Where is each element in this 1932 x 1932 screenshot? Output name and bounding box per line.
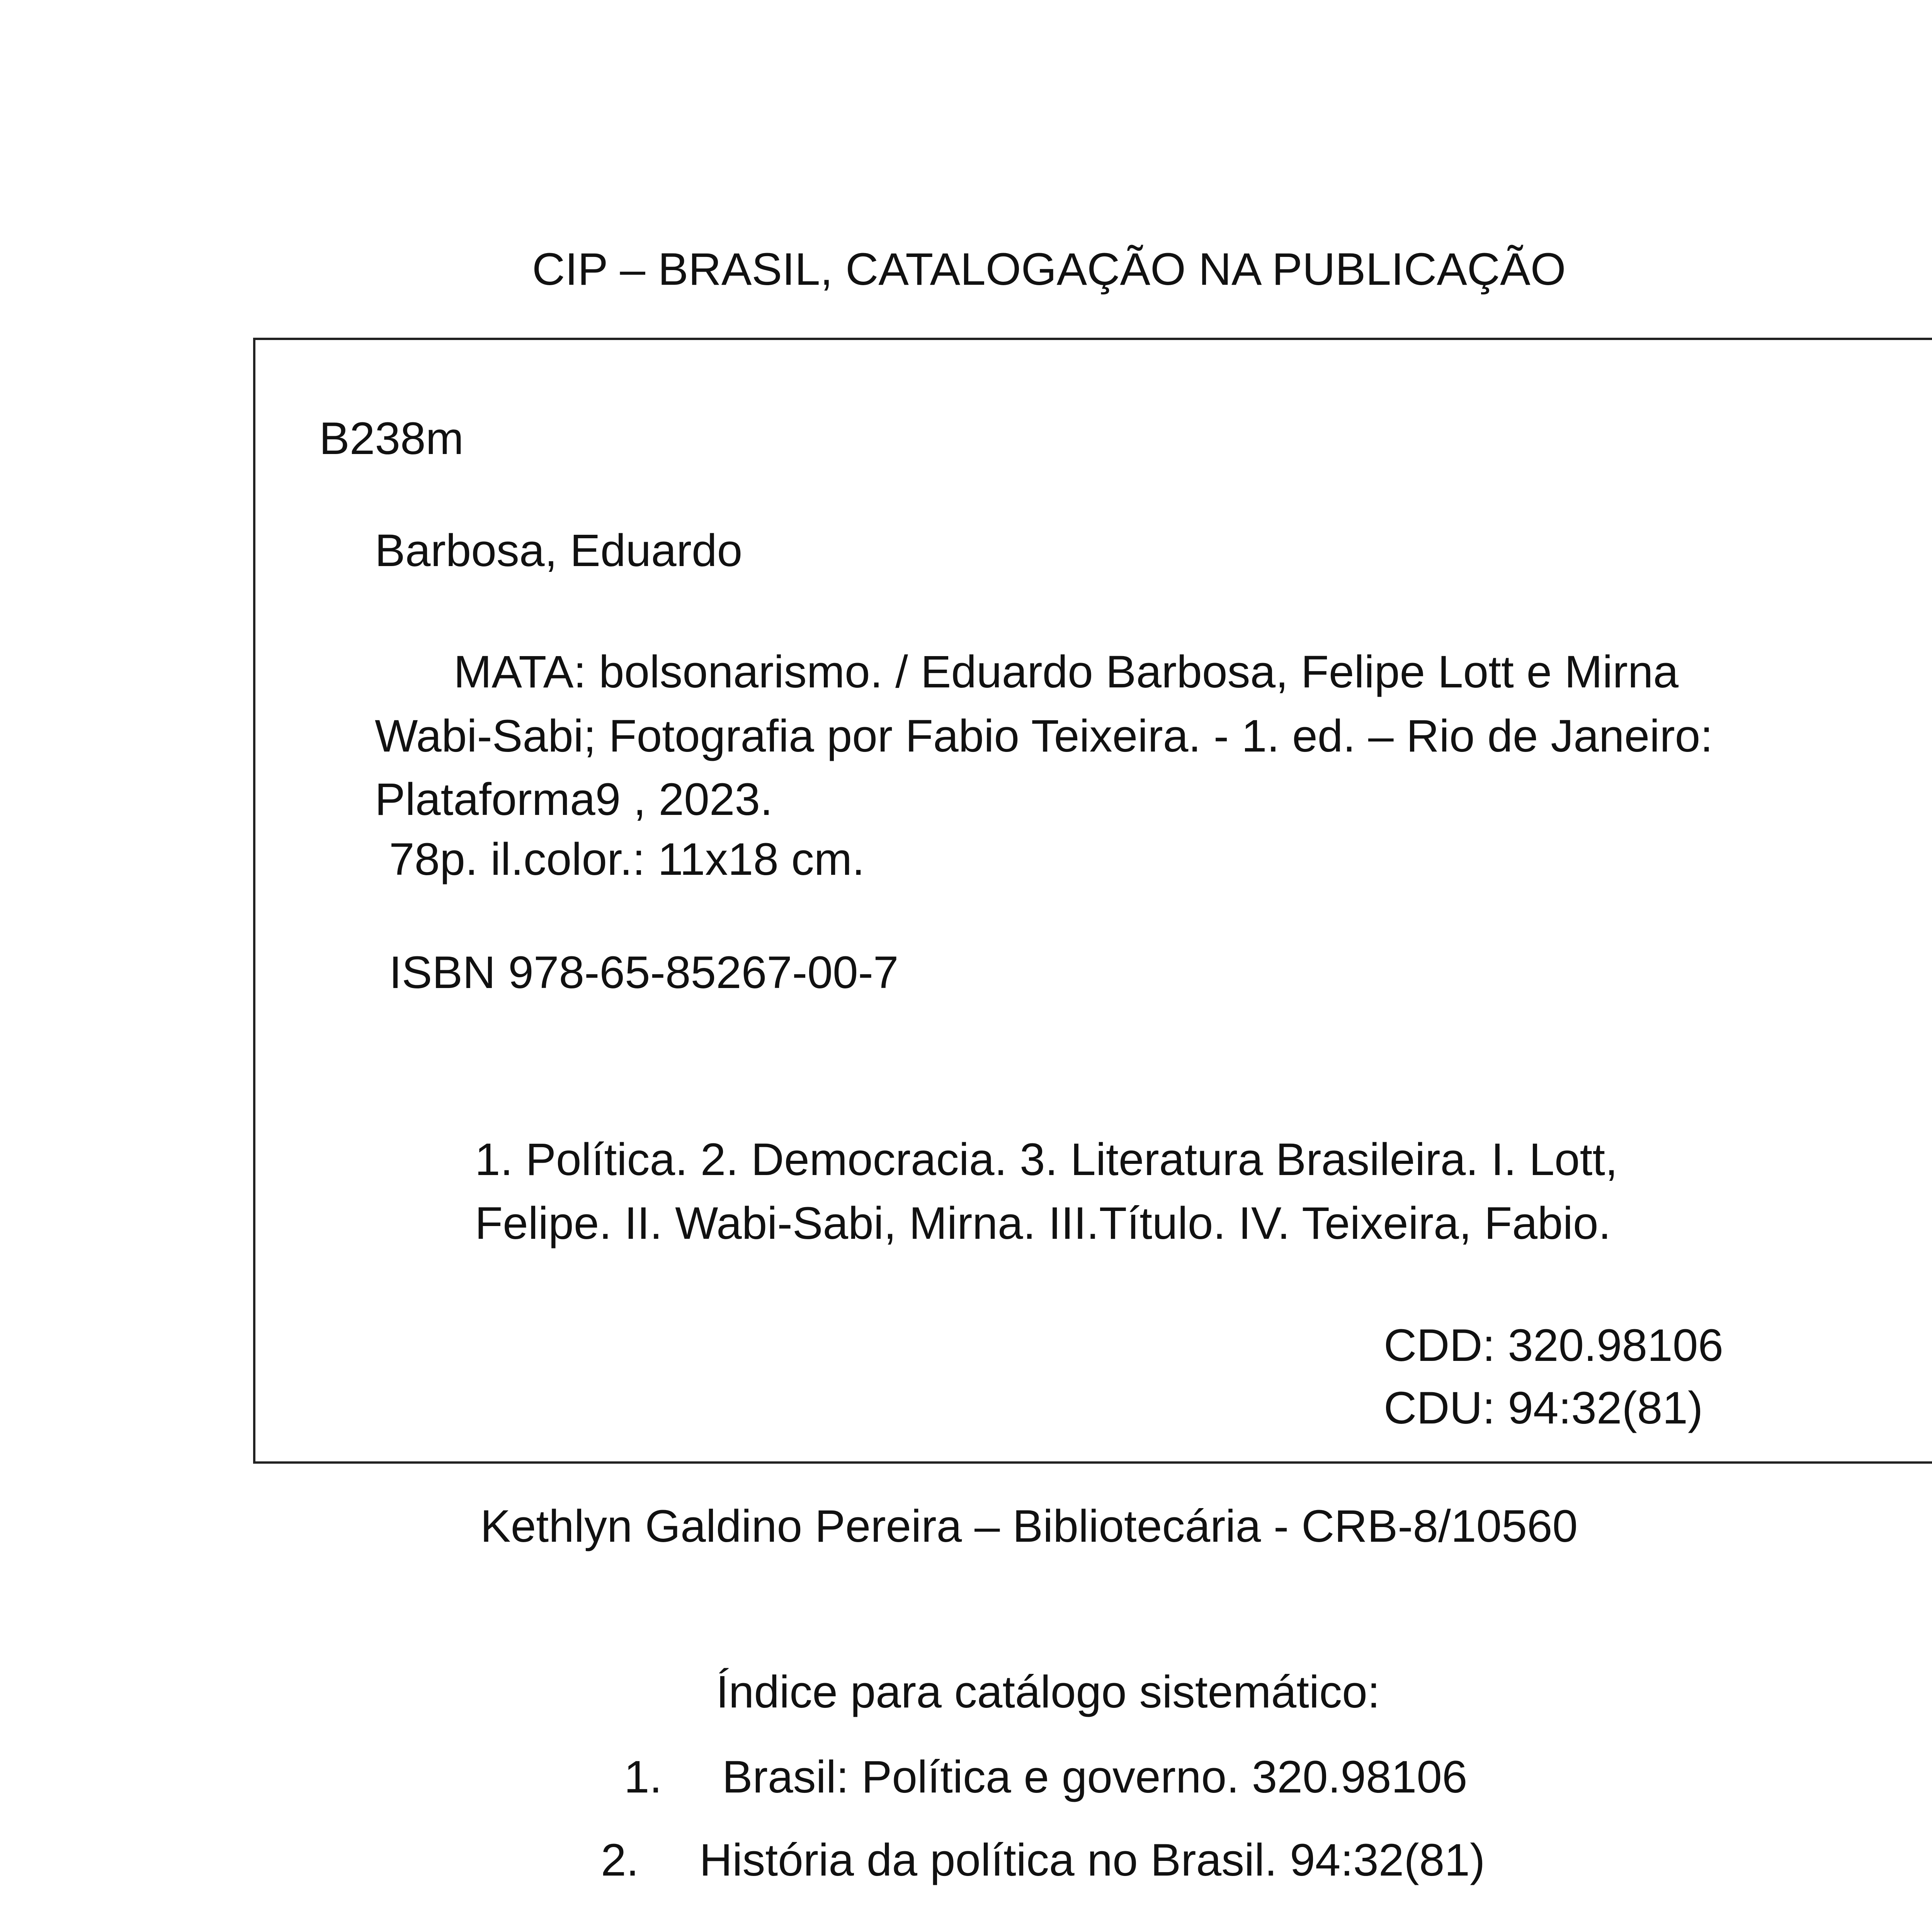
description-line-1: MATA: bolsonarismo. / Eduardo Barbosa, Felipe Lott e Mirna [454, 646, 1679, 697]
call-number: B238m [319, 413, 464, 464]
cdu-code: CDU: 94:32(81) [1384, 1383, 1703, 1434]
catalog-card-frame [253, 338, 1932, 1464]
index-item-text-1: Brasil: Política e governo. 320.98106 [722, 1752, 1468, 1803]
author-entry: Barbosa, Eduardo [375, 525, 743, 576]
description-line-4: 78p. il.color.: 11x18 cm. [389, 834, 865, 885]
page-title: CIP – BRASIL, CATALOGAÇÃO NA PUBLICAÇÃO [532, 244, 1566, 295]
index-item-text-2: História da política no Brasil. 94:32(81) [699, 1835, 1485, 1886]
subjects-line-2: Felipe. II. Wabi-Sabi, Mirna. III.Título. IV. Teixeira, Fabio. [475, 1198, 1611, 1249]
index-item-number-2: 2. [601, 1835, 639, 1886]
subjects-line-1: 1. Política. 2. Democracia. 3. Literatura Brasileira. I. Lott, [475, 1134, 1618, 1185]
cdd-code: CDD: 320.98106 [1384, 1320, 1724, 1371]
description-line-2: Wabi-Sabi; Fotografia por Fabio Teixeira. - 1. ed. – Rio de Janeiro: [375, 711, 1713, 762]
isbn: ISBN 978-65-85267-00-7 [389, 947, 899, 998]
description-line-3: Plataforma9 , 2023. [375, 774, 773, 825]
index-item-number-1: 1. [624, 1752, 662, 1803]
index-title: Índice para catálogo sistemático: [716, 1667, 1380, 1718]
librarian-credit: Kethlyn Galdino Pereira – Bibliotecária - CRB-8/10560 [480, 1501, 1578, 1552]
